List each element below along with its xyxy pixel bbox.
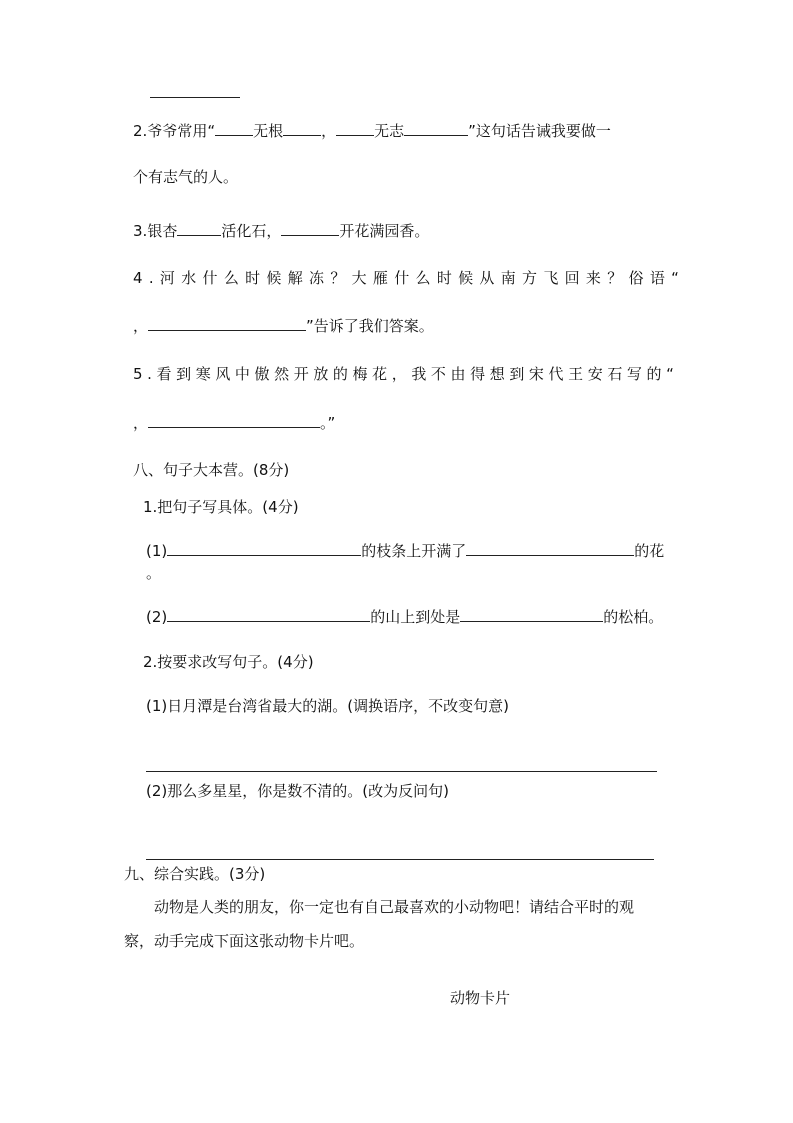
rewrite-2-prompt: (2)那么多星星，你是数不清的。(改为反问句)	[146, 782, 449, 800]
sentence-1-1: (1) 的枝条上开满了 的花	[146, 542, 665, 560]
question-number: 5.	[133, 365, 157, 383]
question-number: 3.	[133, 222, 148, 240]
question-number: 2.	[133, 122, 148, 140]
answer-blank[interactable]	[336, 121, 374, 136]
answer-blank[interactable]	[215, 121, 253, 136]
question-5-line2: ， 。”	[133, 414, 336, 432]
question-4-line1: 4.河水什么时候解冻？大雁什么时候从南方飞回来？俗语“	[133, 269, 686, 287]
answer-blank[interactable]	[466, 541, 634, 556]
section-9-paragraph-line2: 察，动手完成下面这张动物卡片吧。	[124, 932, 365, 950]
question-2-line1: 2.爷爷常用“ 无根 ， 无志 ”这句话告诫我要做一	[133, 122, 611, 140]
section-9-title: 九、综合实践。(3分)	[124, 865, 266, 883]
sentence-1-2: (2) 的山上到处是 的松柏。	[146, 608, 664, 626]
section-8-sub1-title: 1.把句子写具体。(4分)	[143, 498, 299, 516]
sentence-1-1-wrap: 。	[146, 564, 162, 582]
answer-blank[interactable]	[148, 316, 306, 331]
answer-blank[interactable]	[167, 541, 361, 556]
answer-blank-top[interactable]	[150, 97, 240, 98]
answer-blank[interactable]	[404, 121, 468, 136]
question-number: 4.	[133, 269, 160, 287]
answer-blank[interactable]	[281, 221, 339, 236]
question-3: 3.银杏 活化石， 开花满园香。	[133, 222, 430, 240]
section-8-sub2-title: 2.按要求改写句子。(4分)	[143, 653, 314, 671]
answer-blank[interactable]	[167, 607, 370, 622]
answer-line[interactable]	[146, 771, 657, 772]
question-4-line2: ， ”告诉了我们答案。	[133, 317, 434, 335]
rewrite-1-prompt: (1)日月潭是台湾省最大的湖。(调换语序，不改变句意)	[146, 697, 509, 715]
answer-blank[interactable]	[177, 221, 221, 236]
question-5-line1: 5.看到寒风中傲然开放的梅花，我不由得想到宋代王安石写的“	[133, 365, 679, 383]
section-9-paragraph-line1: 动物是人类的朋友，你一定也有自己最喜欢的小动物吧！请结合平时的观	[154, 898, 635, 916]
answer-line[interactable]	[146, 859, 654, 860]
answer-blank[interactable]	[283, 121, 321, 136]
animal-card-title: 动物卡片	[450, 989, 511, 1007]
answer-blank[interactable]	[148, 413, 320, 428]
section-8-title: 八、句子大本营。(8分)	[133, 461, 290, 479]
question-2-line2: 个有志气的人。	[133, 168, 239, 186]
answer-blank[interactable]	[460, 607, 603, 622]
